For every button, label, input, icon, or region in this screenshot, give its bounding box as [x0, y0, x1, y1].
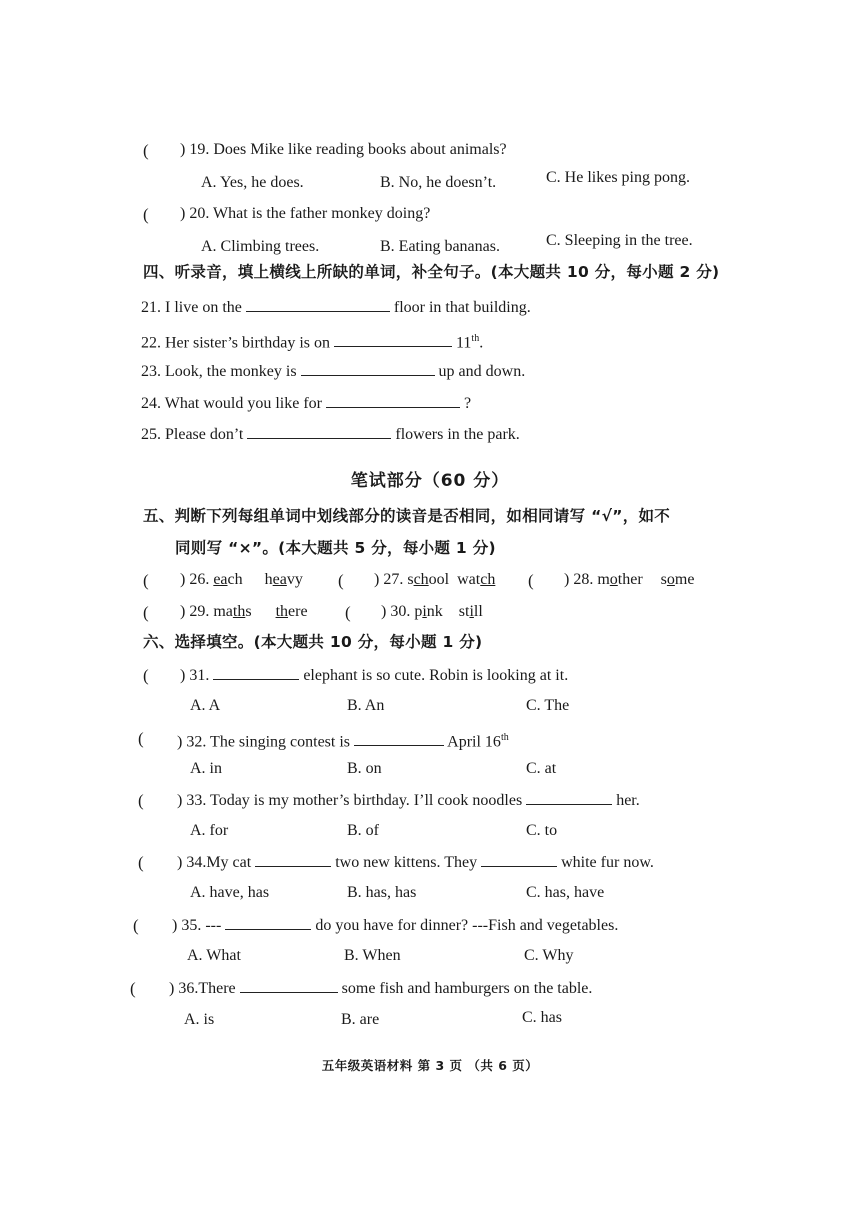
q20-option-a: A. Climbing trees.: [201, 238, 320, 255]
question-30: [381, 602, 483, 622]
word-part: m: [597, 571, 610, 588]
question-number: ) 26.: [180, 571, 210, 588]
word-part: ther: [617, 571, 643, 588]
q19-option-c: C. He likes ping pong.: [546, 169, 690, 186]
superscript: th: [471, 333, 480, 344]
q19-option-b: B. No, he doesn’t.: [380, 174, 497, 191]
question-text: April 16: [447, 733, 501, 751]
question-23: [141, 361, 525, 382]
underlined-part: ch: [480, 571, 496, 588]
answer-blank[interactable]: [213, 665, 299, 680]
answer-paren[interactable]: (: [130, 979, 136, 998]
answer-paren[interactable]: (: [143, 571, 149, 590]
answer-blank[interactable]: [255, 852, 331, 867]
word-part: h: [264, 571, 273, 588]
question-22: [141, 329, 483, 353]
question-31: [180, 665, 568, 686]
q34-option-c: C. has, have: [526, 884, 605, 901]
question-34: [177, 852, 654, 873]
answer-paren[interactable]: (: [345, 603, 351, 622]
question-text: 23. Look, the monkey is: [141, 363, 297, 380]
q36-option-c: C. has: [522, 1009, 562, 1026]
q36-option-b: B. are: [341, 1011, 380, 1028]
underlined-part: ch: [413, 571, 429, 588]
answer-paren[interactable]: (: [133, 916, 139, 935]
question-text: 21. I live on the: [141, 299, 242, 316]
word-part: ere: [288, 603, 308, 620]
word-part: ll: [473, 603, 483, 620]
word-pink: [414, 603, 442, 620]
word-part: wat: [457, 571, 481, 588]
q19-option-a: A. Yes, he does.: [201, 174, 304, 191]
question-text: do you have for dinner? ---Fish and vegetables.: [315, 917, 619, 934]
question-number: ) 27.: [374, 571, 404, 588]
q33-option-b: B. of: [347, 822, 379, 839]
answer-paren[interactable]: (: [143, 666, 149, 685]
question-text: 22. Her sister’s birthday is on: [141, 334, 331, 352]
word-part: s: [660, 571, 667, 588]
q34-option-b: B. has, has: [347, 884, 417, 901]
underlined-part: th: [275, 603, 289, 620]
question-text: up and down.: [438, 363, 526, 380]
answer-paren[interactable]: (: [143, 205, 149, 224]
question-21: [141, 297, 531, 318]
answer-blank[interactable]: [240, 978, 338, 993]
page-footer: 五年级英语材料 第 3 页 （共 6 页）: [321, 1058, 539, 1073]
question-20: [180, 204, 430, 224]
question-text: ) 32. The singing contest is: [177, 733, 351, 751]
underlined-part: ea: [272, 571, 287, 588]
word-part: s: [407, 571, 414, 588]
question-text: some fish and hamburgers on the table.: [341, 980, 593, 997]
underlined-part: i: [469, 603, 474, 620]
question-text: floor in that building.: [393, 299, 531, 316]
word-part: me: [674, 571, 695, 588]
q33-option-a: A. for: [190, 822, 229, 839]
answer-blank[interactable]: [326, 393, 460, 408]
answer-blank[interactable]: [526, 790, 612, 805]
word-still: [459, 603, 483, 620]
question-text: ) 34.My cat: [177, 854, 252, 871]
word-part: st: [458, 603, 470, 620]
word-part: ool: [428, 571, 450, 588]
word-part: s: [245, 603, 252, 620]
answer-blank[interactable]: [301, 361, 435, 376]
answer-paren[interactable]: (: [528, 571, 534, 590]
underlined-part: o: [666, 571, 675, 588]
question-27: [374, 570, 495, 590]
answer-blank[interactable]: [481, 852, 557, 867]
q20-option-c: C. Sleeping in the tree.: [546, 232, 693, 249]
q32-option-b: B. on: [347, 760, 382, 777]
question-text: ) 36.There: [169, 980, 236, 997]
answer-paren[interactable]: (: [143, 141, 149, 160]
question-26: [180, 570, 303, 590]
underlined-part: th: [232, 603, 246, 620]
superscript: th: [500, 732, 509, 743]
question-32: [177, 728, 509, 752]
question-text: .: [479, 334, 484, 352]
question-text: ?: [464, 395, 472, 412]
question-text: elephant is so cute. Robin is looking at it.: [303, 667, 569, 684]
word-there: [276, 603, 308, 620]
underlined-part: o: [609, 571, 618, 588]
word-part: ma: [213, 603, 233, 620]
q36-option-a: A. is: [184, 1011, 215, 1028]
question-36: [169, 978, 592, 999]
section-4-title: 四、听录音，填上横线上所缺的单词，补全句子。(本大题共 10 分，每小题 2 分): [143, 263, 720, 281]
word-part: vy: [286, 571, 303, 588]
word-part: nk: [426, 603, 443, 620]
word-each: [213, 571, 242, 588]
answer-paren[interactable]: (: [143, 603, 149, 622]
q20-option-b: B. Eating bananas.: [380, 238, 500, 255]
question-text: ) 31.: [180, 667, 210, 684]
underlined-part: ea: [213, 571, 228, 588]
section-6-title: 六、选择填空。(本大题共 10 分，每小题 1 分): [143, 633, 483, 651]
answer-blank[interactable]: [246, 297, 390, 312]
question-24: [141, 393, 471, 414]
word-part: p: [414, 603, 423, 620]
answer-blank[interactable]: [354, 731, 444, 746]
section-5-title-line1: 五、判断下列每组单词中划线部分的读音是否相同，如相同请写 “√”，如不: [143, 507, 671, 525]
q34-option-a: A. have, has: [190, 884, 270, 901]
answer-paren[interactable]: (: [138, 853, 144, 872]
word-watch: [457, 571, 495, 588]
answer-paren[interactable]: (: [138, 729, 144, 748]
question-29: [180, 602, 308, 622]
word-mother: [597, 571, 642, 588]
underlined-part: i: [422, 603, 427, 620]
word-heavy: [265, 571, 303, 588]
word-school: [407, 571, 449, 588]
q31-option-a: A. A: [190, 697, 221, 714]
question-text: 24. What would you like for: [141, 395, 323, 412]
question-number: ) 30.: [381, 603, 411, 620]
q31-option-b: B. An: [347, 697, 385, 714]
question-number: ) 29.: [180, 603, 210, 620]
question-text: her.: [616, 792, 640, 809]
q35-option-a: A. What: [187, 947, 241, 964]
question-number: ) 28.: [564, 571, 594, 588]
question-text: flowers in the park.: [395, 426, 520, 443]
section-5-title-line2: 同则写 “×”。(本大题共 5 分，每小题 1 分): [175, 539, 496, 557]
answer-blank[interactable]: [334, 332, 452, 347]
question-text: white fur now.: [561, 854, 654, 871]
question-text: 25. Please don’t: [141, 426, 244, 443]
question-33: [177, 790, 640, 811]
question-text: ) 33. Today is my mother’s birthday. I’ll cook noodles: [177, 792, 523, 809]
q33-option-c: C. to: [526, 822, 558, 839]
q35-option-b: B. When: [344, 947, 401, 964]
answer-blank[interactable]: [247, 424, 391, 439]
word-maths: [213, 603, 251, 620]
question-text: ) 19. Does Mike like reading books about animals?: [180, 141, 507, 158]
answer-paren[interactable]: (: [338, 571, 344, 590]
question-25: [141, 424, 520, 445]
answer-blank[interactable]: [225, 915, 311, 930]
word-some: [661, 571, 695, 588]
q35-option-c: C. Why: [524, 947, 574, 964]
question-35: [172, 915, 618, 936]
q32-option-a: A. in: [190, 760, 222, 777]
question-text: 11: [456, 334, 472, 352]
q32-option-c: C. at: [526, 760, 557, 777]
question-19: [180, 140, 507, 160]
answer-paren[interactable]: (: [138, 791, 144, 810]
word-part: ch: [227, 571, 243, 588]
question-text: ) 20. What is the father monkey doing?: [180, 205, 431, 222]
written-part-heading: 笔试部分（60 分）: [350, 471, 510, 491]
question-text: two new kittens. They: [335, 854, 478, 871]
question-28: [564, 570, 694, 590]
q31-option-c: C. The: [526, 697, 570, 714]
question-text: ) 35. ---: [172, 917, 222, 934]
